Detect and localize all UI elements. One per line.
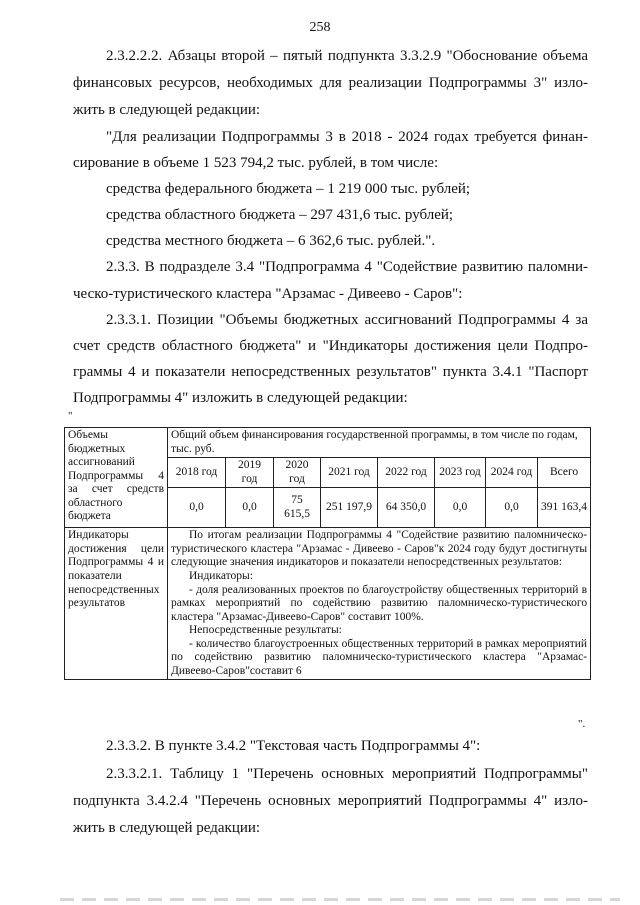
indicators-cell (168, 528, 591, 680)
paragraph-line: средства местного бюджета – 6 362,6 тыс. рублей.". (106, 233, 436, 249)
row-label-funding: Объемы бюджетных ассигнований Подпрограммы 4 за счет средств областного бюджета (65, 428, 168, 528)
paragraph-line: финансовых ресурсов, необходимых для реализации Подпрограммы 3" изло- (73, 75, 588, 91)
paragraph-line: жить в следующей редакции: (73, 102, 261, 118)
row-label-indicators: Индикаторы достижения цели Подпрограммы 4 и показатели непосредственных результатов (65, 528, 168, 680)
page-number: 258 (309, 20, 331, 35)
value-cell: 75 615,5 (274, 488, 321, 528)
year-cell: 2024 год (486, 458, 538, 488)
indicator-item: - доля реализованных проектов по благоустройству общественных территорий в рамках мероприятий по содействию развитию паломническо-туристического кластера "Арзамас-Дивеево-Саров" составит 100%. (171, 583, 588, 623)
paragraph-line: счет средств областного бюджета" и "Индикаторы достижения цели Подпро- (73, 338, 588, 354)
year-cell: 2019 год (226, 458, 274, 488)
results-heading: Непосредственные результаты: (189, 624, 342, 637)
indicators-intro: По итогам реализации Подпрограммы 4 "Содействие развитию паломническо-туристического кластера "Арзамас - Дивеево - Саров"к 2024 году будут достигнуты следующие значения индикаторов и показатели непосредственных результатов: (171, 529, 588, 569)
paragraph-line: "Для реализации Подпрограммы 3 в 2018 - 2024 годах требуется финан- (106, 129, 588, 145)
paragraph-line: 2.3.3.2.1. Таблицу 1 "Перечень основных мероприятий Подпрограммы" (106, 766, 588, 782)
total-value-cell: 391 163,4 (538, 488, 591, 528)
close-quote: ". (578, 718, 586, 730)
paragraph-line: средства областного бюджета – 297 431,6 тыс. рублей; (106, 207, 454, 223)
paragraph-line: 2.3.3. В подразделе 3.4 "Подпрограмма 4 "Содействие развитию паломни- (106, 259, 588, 275)
paragraph-line: подпункта 3.4.2.4 "Перечень основных мероприятий Подпрограммы 4" изло- (73, 793, 588, 809)
paragraph-line: сирование в объеме 1 523 794,2 тыс. рублей, в том числе: (73, 155, 439, 171)
result-item: - количество благоустроенных общественных территорий в рамках мероприятий по содействию развитию паломническо-туристического кластера "Арзамас-Дивеево-Саров"составит 6 (171, 637, 588, 677)
paragraph-line: средства федерального бюджета – 1 219 000 тыс. рублей; (106, 181, 471, 197)
value-cell: 64 350,0 (378, 488, 435, 528)
funding-header-row (65, 428, 591, 458)
open-quote: " (68, 410, 73, 422)
value-cell: 0,0 (226, 488, 274, 528)
passport-table (64, 427, 591, 680)
indicators-row (65, 528, 591, 680)
value-cell: 251 197,9 (321, 488, 378, 528)
paragraph-line: 2.3.3.1. Позиции "Объемы бюджетных ассигнований Подпрограммы 4 за (106, 312, 588, 328)
year-cell: 2018 год (168, 458, 226, 488)
paragraph-line: граммы 4 и показатели непосредственных результатов" пункта 3.4.1 "Паспорт (73, 364, 588, 380)
paragraph-line: 2.3.3.2. В пункте 3.4.2 "Текстовая часть Подпрограммы 4": (106, 738, 481, 754)
funding-header: Общий объем финансирования государственной программы, в том числе по годам, тыс. руб. (168, 428, 591, 458)
value-cell: 0,0 (486, 488, 538, 528)
paragraph-line: 2.3.2.2.2. Абзацы второй – пятый подпункта 3.3.2.9 "Обоснование объема (106, 48, 588, 64)
year-cell: 2021 год (321, 458, 378, 488)
total-header-cell: Всего (538, 458, 591, 488)
value-cell: 0,0 (168, 488, 226, 528)
paragraph-line: жить в следующей редакции: (73, 820, 261, 836)
year-cell: 2020 год (274, 458, 321, 488)
scan-artifact (60, 898, 620, 901)
value-cell: 0,0 (435, 488, 486, 528)
year-cell: 2022 год (378, 458, 435, 488)
indicators-heading: Индикаторы: (189, 569, 253, 582)
paragraph-line: Подпрограммы 4" изложить в следующей редакции: (73, 390, 408, 406)
year-cell: 2023 год (435, 458, 486, 488)
paragraph-line: ческо-туристического кластера "Арзамас - Дивеево - Саров": (73, 286, 463, 302)
